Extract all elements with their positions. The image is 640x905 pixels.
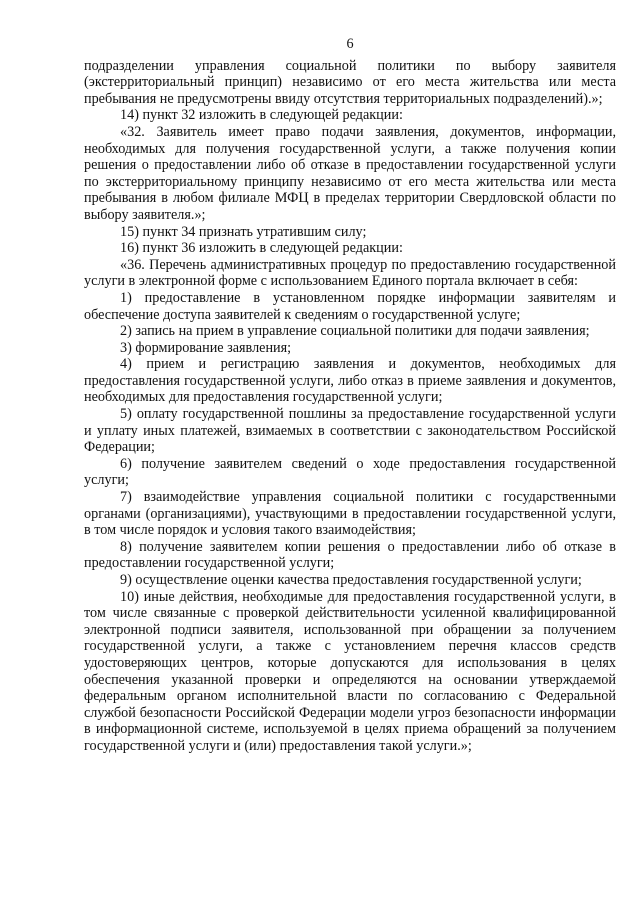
paragraph: «32. Заявитель имеет право подачи заявления, документов, информации, необходимых для получения государственной услуги, а также получения копии решения о предоставлении либо об отказе в предоставлении государственной услуги по экстерриториальному принципу независимо от его места жительства или места пребывания в любом филиале МФЦ в пределах территории Свердловской области по выбору заявителя.»; <box>84 123 616 223</box>
page-number: 6 <box>346 36 354 52</box>
paragraph: 1) предоставление в установленном порядке информации заявителям и обеспечение доступа заявителей к сведениям о государственной услуге; <box>84 289 616 323</box>
paragraph: 9) осуществление оценки качества предоставления государственной услуги; <box>120 572 582 588</box>
paragraph: 5) оплату государственной пошлины за предоставление государственной услуги и уплату иных платежей, взимаемых в соответствии с законодательством Российской Федерации; <box>84 406 616 456</box>
paragraph: 2) запись на прием в управление социальной политики для подачи заявления; <box>120 323 590 340</box>
document-page <box>84 36 616 755</box>
paragraph: 7) взаимодействие управления социальной политики с государственными органами (организациями), участвующими в предоставлении государственной услуги, в том числе порядок и условия такого взаимодействия; <box>84 489 616 539</box>
paragraph: «36. Перечень административных процедур по предоставлению государственной услуги в электронной форме с использованием Единого портала включает в себя: <box>84 256 616 290</box>
paragraph: 4) прием и регистрацию заявления и документов, необходимых для предоставления государственной услуги, либо отказ в приеме заявления и документов, необходимых для предоставления государственной услуги; <box>84 356 616 406</box>
paragraph: 8) получение заявителем копии решения о предоставлении либо об отказе в предоставлении государственной услуги; <box>84 538 616 572</box>
paragraph: 6) получение заявителем сведений о ходе предоставления государственной услуги; <box>84 455 616 489</box>
paragraph: подразделении управления социальной политики по выбору заявителя (экстерриториальный принцип) независимо от его места жительства или места пребывания не предусмотрены ввиду отсутствия территориальных подразделений).»; <box>84 57 616 107</box>
paragraph: 16) пункт 36 изложить в следующей редакции: <box>120 240 403 257</box>
document-body <box>84 58 616 755</box>
paragraph: 14) пункт 32 изложить в следующей редакции: <box>120 107 403 124</box>
paragraph: 3) формирование заявления; <box>120 339 292 356</box>
paragraph: 15) пункт 34 признать утратившим силу; <box>120 223 367 240</box>
paragraph: 10) иные действия, необходимые для предоставления государственной услуги, в том числе связанные с проверкой действительности усиленной квалифицированной электронной подписи заявителя, использованной при обращении за получением государственной услуги, а также с установлением перечня классов средств удостоверяющих центров, которые допускаются для использования в целях обеспечения указанной проверки и определяются на основании утверждаемой федеральным органом исполнительной власти по согласованию с Федеральной службой безопасности Российской Федерации модели угроз безопасности информации в информационной системе, используемой в целях приема обращений за получением государственной услуги и (или) предоставления такой услуги.»; <box>84 588 616 754</box>
